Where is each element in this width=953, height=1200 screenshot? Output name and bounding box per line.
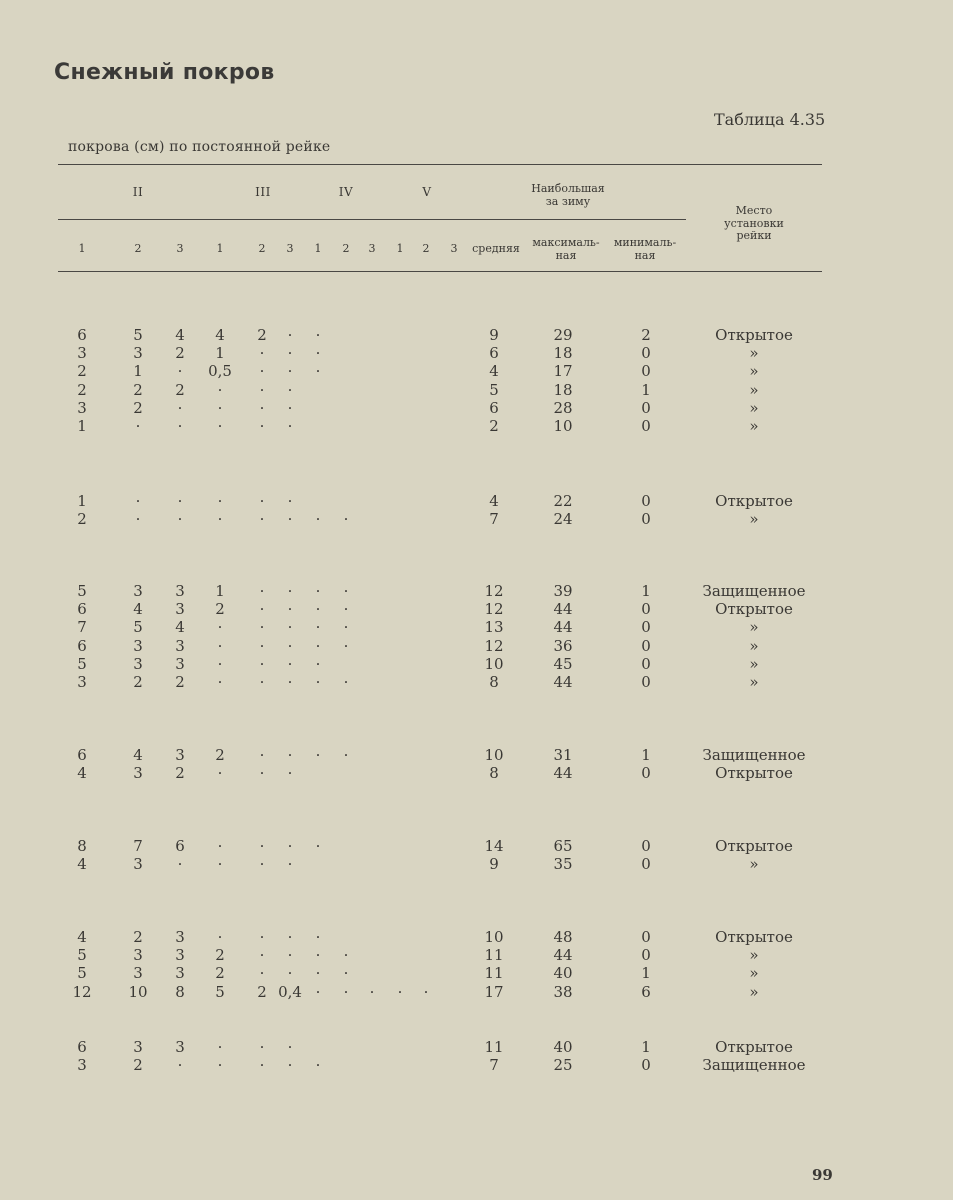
table-cell: 2	[215, 600, 225, 619]
decade-header-5: 2	[258, 242, 266, 255]
table-cell: 3	[175, 746, 185, 764]
table-cell: 5	[215, 982, 225, 1001]
table-cell: 6	[77, 1038, 87, 1056]
table-cell: 12	[484, 582, 504, 600]
table-cell: 0	[641, 600, 651, 619]
place-cell: Открытое	[715, 326, 793, 344]
table-cell: ·	[315, 673, 321, 691]
table-cell: 38	[553, 982, 573, 1001]
table-cell: ·	[217, 618, 223, 637]
table-cell: 4	[77, 764, 87, 783]
table-cell: 5	[77, 946, 87, 965]
table-cell: ·	[315, 636, 321, 655]
table-cell: 2	[641, 326, 651, 344]
table-cell: 10	[553, 417, 573, 435]
place-cell: »	[749, 344, 759, 363]
table-cell: 1	[641, 582, 651, 600]
max-header-text: максималь- ная	[532, 236, 600, 262]
table-cell: ·	[217, 764, 223, 783]
table-cell: 22	[553, 492, 573, 510]
table-cell: ·	[217, 673, 223, 691]
table-cell: ·	[343, 673, 349, 691]
table-cell: 10	[484, 746, 504, 764]
avg-header: средняя	[472, 242, 520, 255]
table-cell: 0	[641, 946, 651, 965]
table-cell: ·	[315, 746, 321, 764]
table-cell: ·	[217, 654, 223, 673]
table-cell: 6	[175, 837, 185, 855]
table-cell: ·	[315, 618, 321, 637]
table-cell: 0	[641, 492, 651, 510]
table-cell: 0	[641, 398, 651, 417]
table-cell: 2	[133, 928, 143, 946]
table-cell: ·	[259, 492, 265, 510]
table-cell: 3	[175, 964, 185, 983]
decade-header-1: 1	[78, 242, 86, 255]
table-cell: 4	[175, 326, 185, 344]
table-cell: 40	[553, 1038, 573, 1056]
table-cell: 3	[175, 946, 185, 965]
table-cell: 2	[77, 510, 87, 529]
table-cell: 4	[133, 600, 143, 619]
place-cell: Открытое	[715, 1038, 793, 1056]
table-cell: 44	[553, 946, 573, 965]
table-cell: ·	[259, 417, 265, 435]
place-cell: Открытое	[715, 492, 793, 510]
table-cell: 2	[77, 380, 87, 399]
table-cell: 10	[128, 982, 148, 1001]
table-cell: 3	[77, 344, 87, 363]
table-cell: 24	[553, 510, 573, 529]
table-cell: 0	[641, 417, 651, 435]
table-cell: 4	[489, 362, 499, 381]
place-cell: »	[749, 654, 759, 673]
table-cell: 6	[77, 746, 87, 764]
table-cell: 2	[77, 362, 87, 381]
page-title: Снежный покров	[54, 60, 275, 85]
table-cell: ·	[177, 417, 183, 435]
table-cell: 2	[257, 326, 267, 344]
table-cell: 7	[489, 1056, 499, 1075]
table-cell: ·	[217, 510, 223, 529]
place-cell: »	[749, 855, 759, 874]
table-cell: ·	[287, 946, 293, 965]
table-cell: ·	[287, 362, 293, 381]
table-cell: 6	[77, 326, 87, 344]
table-cell: 17	[484, 982, 504, 1001]
table-cell: 12	[484, 636, 504, 655]
decade-header-3: 3	[176, 242, 184, 255]
place-cell: Открытое	[715, 928, 793, 946]
table-cell: ·	[315, 582, 321, 600]
table-cell: 48	[553, 928, 573, 946]
table-cell: ·	[343, 946, 349, 965]
table-cell: 0	[641, 855, 651, 874]
table-cell: ·	[259, 362, 265, 381]
table-cell: ·	[287, 928, 293, 946]
table-cell: ·	[217, 380, 223, 399]
table-cell: 12	[484, 600, 504, 619]
month-header-V: V	[422, 185, 432, 199]
table-cell: 3	[133, 344, 143, 363]
table-cell: ·	[259, 837, 265, 855]
table-cell: ·	[135, 417, 141, 435]
table-cell: ·	[177, 362, 183, 381]
table-cell: 6	[641, 982, 651, 1001]
table-cell: ·	[315, 928, 321, 946]
table-cell: 2	[489, 417, 499, 435]
table-cell: ·	[177, 1056, 183, 1075]
table-cell: ·	[343, 600, 349, 619]
page-number: 99	[812, 1166, 833, 1184]
table-cell: ·	[315, 600, 321, 619]
table-cell: ·	[287, 380, 293, 399]
table-cell: 1	[77, 417, 87, 435]
table-cell: 2	[133, 1056, 143, 1075]
table-cell: ·	[287, 636, 293, 655]
place-header-text: Место установки рейки	[724, 204, 784, 243]
table-cell: ·	[423, 982, 429, 1001]
table-cell: 13	[484, 618, 504, 637]
table-cell: ·	[287, 855, 293, 874]
table-cell: ·	[369, 982, 375, 1001]
table-cell: ·	[287, 654, 293, 673]
table-cell: 3	[175, 636, 185, 655]
table-cell: 35	[553, 855, 573, 874]
place-cell: »	[749, 636, 759, 655]
table-cell: ·	[259, 746, 265, 764]
table-cell: ·	[287, 344, 293, 363]
table-cell: 7	[133, 837, 143, 855]
table-cell: 8	[175, 982, 185, 1001]
table-cell: ·	[315, 510, 321, 529]
table-cell: 5	[77, 964, 87, 983]
table-cell: 5	[489, 380, 499, 399]
table-cell: 0	[641, 362, 651, 381]
table-cell: 1	[641, 1038, 651, 1056]
table-cell: 8	[489, 764, 499, 783]
table-cell: 3	[77, 398, 87, 417]
table-cell: ·	[217, 636, 223, 655]
table-cell: 2	[175, 380, 185, 399]
table-cell: 7	[77, 618, 87, 637]
table-cell: ·	[343, 964, 349, 983]
month-header-III: III	[255, 185, 271, 199]
table-cell: 3	[133, 1038, 143, 1056]
table-cell: 31	[553, 746, 573, 764]
table-cell: ·	[287, 1038, 293, 1056]
table-cell: 25	[553, 1056, 573, 1075]
table-cell: 2	[175, 764, 185, 783]
table-cell: ·	[259, 344, 265, 363]
table-cell: ·	[343, 746, 349, 764]
table-cell: ·	[315, 964, 321, 983]
table-cell: 5	[133, 618, 143, 637]
table-cell: 2	[133, 380, 143, 399]
table-cell: ·	[315, 1056, 321, 1075]
table-cell: 1	[215, 344, 225, 363]
table-cell: 12	[72, 982, 92, 1001]
table-cell: 0,4	[278, 982, 302, 1001]
table-cell: ·	[315, 654, 321, 673]
table-cell: ·	[315, 837, 321, 855]
place-cell: »	[749, 618, 759, 637]
table-cell: 3	[133, 582, 143, 600]
table-cell: ·	[397, 982, 403, 1001]
table-cell: 4	[77, 855, 87, 874]
place-cell: Открытое	[715, 837, 793, 855]
table-cell: 1	[133, 362, 143, 381]
table-cell: 3	[133, 654, 143, 673]
table-cell: 2	[133, 398, 143, 417]
place-cell: Открытое	[715, 600, 793, 619]
table-cell: 5	[133, 326, 143, 344]
table-cell: 2	[215, 746, 225, 764]
place-cell: »	[749, 380, 759, 399]
table-cell: ·	[343, 618, 349, 637]
decade-header-8: 2	[342, 242, 350, 255]
table-cell: 3	[175, 928, 185, 946]
table-cell: 18	[553, 344, 573, 363]
decade-header-9: 3	[368, 242, 376, 255]
table-cell: ·	[287, 492, 293, 510]
place-cell: »	[749, 673, 759, 691]
table-cell: ·	[287, 764, 293, 783]
place-cell: »	[749, 510, 759, 529]
table-cell: 3	[77, 673, 87, 691]
table-cell: ·	[217, 417, 223, 435]
table-cell: ·	[259, 964, 265, 983]
table-cell: 29	[553, 326, 573, 344]
table-cell: 0	[641, 928, 651, 946]
table-cell: 1	[77, 492, 87, 510]
table-cell: 28	[553, 398, 573, 417]
month-header-II: II	[132, 185, 144, 199]
table-cell: 3	[133, 764, 143, 783]
table-cell: ·	[259, 673, 265, 691]
place-cell: »	[749, 982, 759, 1001]
table-cell: ·	[315, 362, 321, 381]
table-cell: ·	[343, 582, 349, 600]
table-cell: ·	[315, 344, 321, 363]
table-cell: ·	[287, 326, 293, 344]
table-cell: 5	[77, 582, 87, 600]
table-cell: ·	[315, 326, 321, 344]
table-cell: 4	[175, 618, 185, 637]
table-cell: ·	[343, 510, 349, 529]
decade-header-2: 2	[134, 242, 142, 255]
table-cell: 0	[641, 618, 651, 637]
table-cell: ·	[177, 855, 183, 874]
table-cell: ·	[259, 928, 265, 946]
table-cell: ·	[287, 600, 293, 619]
table-cell: ·	[259, 510, 265, 529]
table-cell: 0	[641, 344, 651, 363]
table-cell: 44	[553, 600, 573, 619]
table-cell: 65	[553, 837, 573, 855]
table-cell: ·	[259, 636, 265, 655]
place-cell: Защищенное	[702, 582, 806, 600]
table-cell: ·	[259, 398, 265, 417]
table-cell: ·	[343, 636, 349, 655]
decade-header-12: 3	[450, 242, 458, 255]
table-cell: ·	[287, 582, 293, 600]
table-cell: 9	[489, 326, 499, 344]
table-cell: 0	[641, 1056, 651, 1075]
table-cell: 1	[641, 380, 651, 399]
table-cell: 2	[133, 673, 143, 691]
table-cell: ·	[217, 928, 223, 946]
table-cell: 9	[489, 855, 499, 874]
table-cell: 4	[133, 746, 143, 764]
place-cell: »	[749, 964, 759, 983]
place-cell: »	[749, 417, 759, 435]
place-cell: Защищенное	[702, 1056, 806, 1075]
table-cell: 4	[489, 492, 499, 510]
min-header-text: минималь- ная	[613, 236, 677, 262]
table-cell: 3	[175, 582, 185, 600]
table-cell: 3	[133, 964, 143, 983]
table-cell: ·	[343, 982, 349, 1001]
table-cell: ·	[287, 618, 293, 637]
table-cell: 3	[175, 600, 185, 619]
table-number: Таблица 4.35	[714, 110, 826, 129]
table-cell: ·	[259, 654, 265, 673]
table-cell: 11	[484, 946, 504, 965]
table-cell: 10	[484, 654, 504, 673]
table-cell: ·	[287, 673, 293, 691]
table-cell: 14	[484, 837, 504, 855]
table-cell: ·	[315, 946, 321, 965]
table-cell: ·	[135, 510, 141, 529]
table-cell: 1	[641, 746, 651, 764]
table-cell: ·	[259, 764, 265, 783]
table-cell: 44	[553, 618, 573, 637]
table-cell: 0	[641, 673, 651, 691]
table-cell: ·	[259, 618, 265, 637]
table-cell: 44	[553, 673, 573, 691]
place-cell: »	[749, 362, 759, 381]
table-cell: 40	[553, 964, 573, 983]
table-cell: 3	[133, 855, 143, 874]
decade-header-10: 1	[396, 242, 404, 255]
table-cell: 6	[77, 600, 87, 619]
table-cell: 6	[489, 398, 499, 417]
table-cell: ·	[177, 398, 183, 417]
table-cell: ·	[177, 492, 183, 510]
table-cell: ·	[287, 964, 293, 983]
table-cell: 2	[257, 982, 267, 1001]
table-cell: 8	[489, 673, 499, 691]
table-cell: 0	[641, 636, 651, 655]
table-cell: 0	[641, 654, 651, 673]
table-cell: 45	[553, 654, 573, 673]
table-cell: 11	[484, 1038, 504, 1056]
table-cell: 3	[133, 636, 143, 655]
table-cell: ·	[287, 510, 293, 529]
place-cell: Защищенное	[702, 746, 806, 764]
place-cell: »	[749, 398, 759, 417]
table-cell: ·	[217, 492, 223, 510]
table-cell: ·	[217, 1038, 223, 1056]
table-cell: 0	[641, 837, 651, 855]
table-cell: 11	[484, 964, 504, 983]
table-cell: ·	[259, 1056, 265, 1075]
table-cell: 6	[489, 344, 499, 363]
table-cell: 2	[215, 946, 225, 965]
table-cell: 2	[175, 344, 185, 363]
table-cell: 5	[77, 654, 87, 673]
table-cell: 3	[175, 1038, 185, 1056]
table-cell: ·	[217, 855, 223, 874]
table-cell: 44	[553, 764, 573, 783]
table-cell: ·	[217, 1056, 223, 1075]
table-cell: ·	[259, 380, 265, 399]
table-cell: ·	[287, 746, 293, 764]
table-cell: ·	[177, 510, 183, 529]
table-cell: ·	[259, 1038, 265, 1056]
table-cell: 18	[553, 380, 573, 399]
table-cell: 17	[553, 362, 573, 381]
table-cell: ·	[217, 398, 223, 417]
table-cell: ·	[315, 982, 321, 1001]
table-cell: ·	[287, 398, 293, 417]
table-cell: 2	[215, 964, 225, 983]
table-cell: 3	[175, 654, 185, 673]
table-cell: 1	[215, 582, 225, 600]
table-cell: 4	[77, 928, 87, 946]
decade-header-7: 1	[314, 242, 322, 255]
table-cell: 36	[553, 636, 573, 655]
table-cell: ·	[217, 837, 223, 855]
table-caption: покрова (см) по постоянной рейке	[68, 139, 331, 155]
group-header-text: Наибольшая за зиму	[531, 182, 605, 208]
table-cell: 4	[215, 326, 225, 344]
table-cell: ·	[135, 492, 141, 510]
table-cell: ·	[259, 600, 265, 619]
table-cell: 8	[77, 837, 87, 855]
table-cell: 0,5	[208, 362, 232, 381]
decade-header-11: 2	[422, 242, 430, 255]
table-cell: ·	[287, 417, 293, 435]
month-header-IV: IV	[338, 185, 354, 199]
decade-header-6: 3	[286, 242, 294, 255]
table-cell: ·	[259, 946, 265, 965]
table-cell: ·	[287, 837, 293, 855]
table-cell: 1	[641, 964, 651, 983]
table-cell: 0	[641, 764, 651, 783]
table-cell: 2	[175, 673, 185, 691]
decade-header-4: 1	[216, 242, 224, 255]
table-cell: ·	[259, 855, 265, 874]
table-cell: 10	[484, 928, 504, 946]
place-cell: Открытое	[715, 764, 793, 783]
table-cell: 6	[77, 636, 87, 655]
table-cell: 3	[77, 1056, 87, 1075]
table-cell: 0	[641, 510, 651, 529]
table-cell: 7	[489, 510, 499, 529]
table-cell: 39	[553, 582, 573, 600]
table-cell: ·	[287, 1056, 293, 1075]
place-cell: »	[749, 946, 759, 965]
table-cell: ·	[259, 582, 265, 600]
table-cell: 3	[133, 946, 143, 965]
